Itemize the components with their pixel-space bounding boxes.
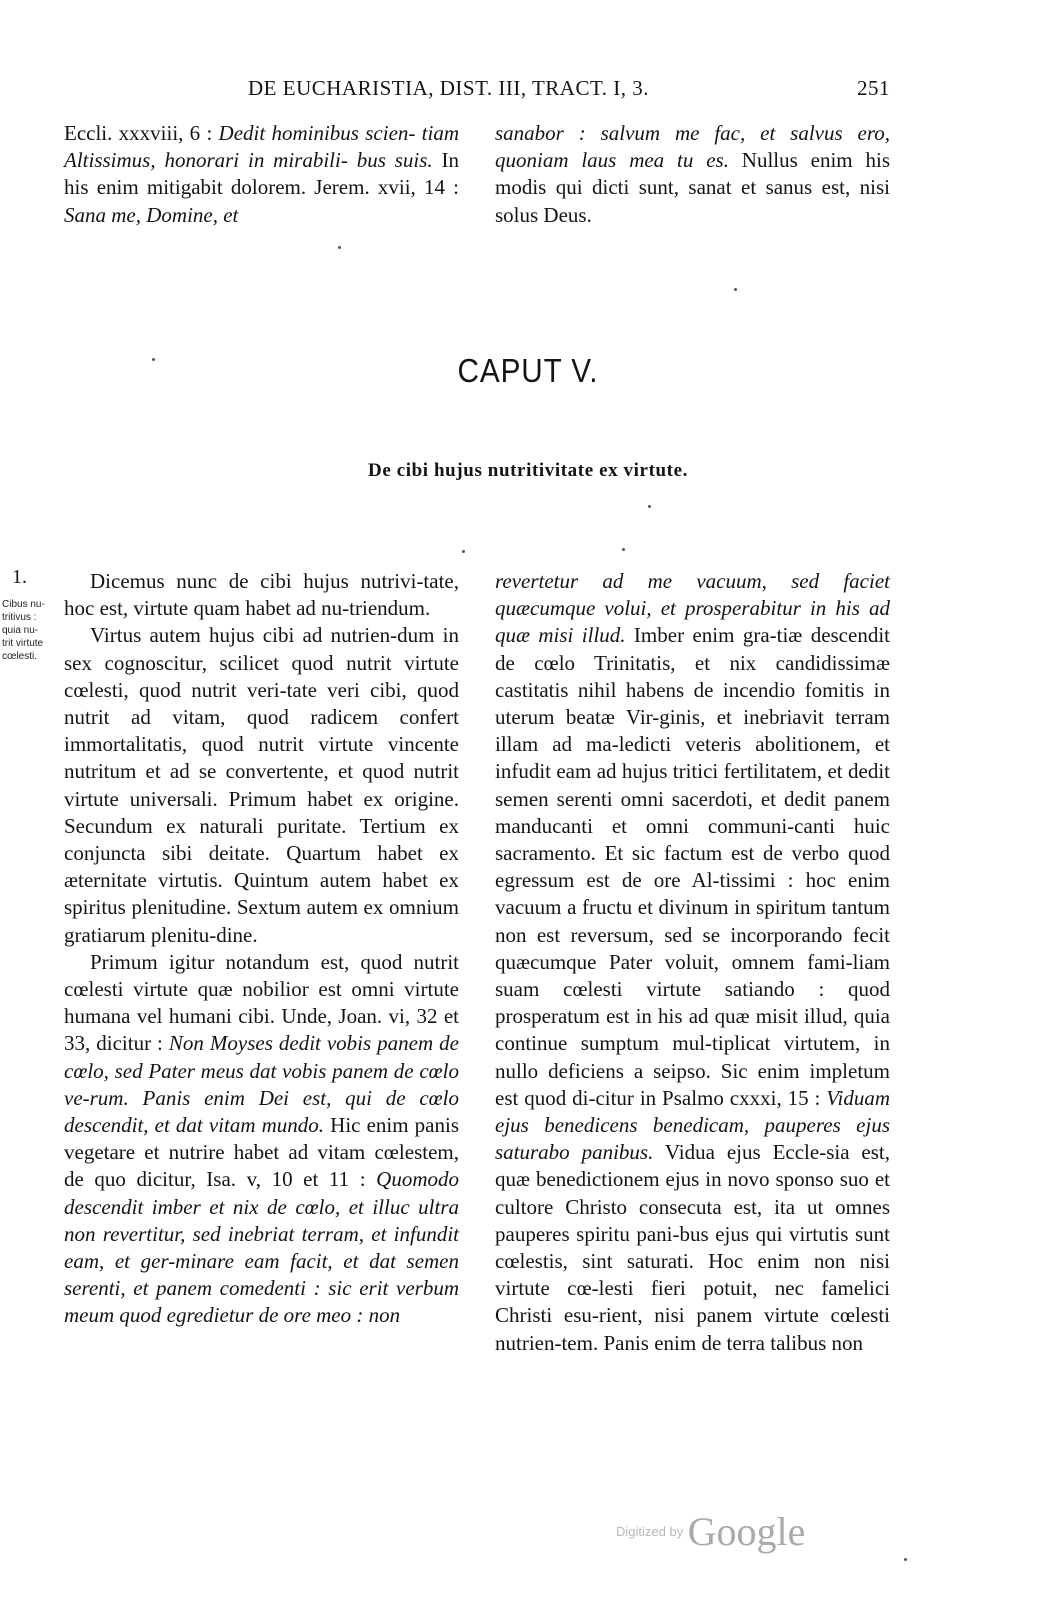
speck (152, 358, 155, 361)
quote-joan: Non Moyses dedit vobis panem de cœlo, sed Pater meus dat vobis panem de cœlo ve-rum. Panis enim Dei est, qui de cœlo descendit, et dat vitam mundo. (64, 1031, 459, 1138)
citation-jerem: Jerem. xvii, 14 : (314, 175, 459, 200)
quote-eccli-3: bus suis. (356, 148, 433, 173)
google-watermark (616, 1508, 806, 1554)
quote-psalm: Viduam ejus benedicens benedicam, pauperes ejus saturabo panibus. (495, 1085, 890, 1165)
text-primum: Primum igitur notandum est, quod nutrit cœlesti virtute quæ nobilior est omni virtute humana vel humani cibi. Unde, Joan. vi, 32 et 33, dicitur : (64, 949, 459, 1056)
marginal-line: Cibus nu- (2, 599, 45, 610)
section-number: 1. (12, 566, 27, 588)
text-solus-deus: est, nisi solus Deus. (495, 175, 890, 227)
citation-eccli: Eccli. xxxviii, 6 : (64, 121, 219, 145)
text-imber: Imber enim gra-tiæ descendit de cœlo Trinitatis, et nix candidissimæ castitatis nihil habens de incendio fomitis in uterum beatæ Vir-ginis, et inebriavit terram illam ad ma-ledicti veteris abolitionem, et infudit eam ad hujus tritici fertilitatem, et dedit semen serenti omni sacerdoti, et dedit panem manducanti et omni communi-canti huic sacramento. Et sic factum est de verbo quod egressum est de ore Al-tissimi : hoc enim vacuum a fructu et divinum in spiritum tantum non est reversum, sed se incorporando fecit quæcumque Pater voluit, omnem fami-liam suam cœlesti virtute satiando : quod prosperatum est in his ad quæ misit illud, quia continue sumptum mul-tiplicat virtutem, in nullo deficiens a seipso. Sic enim impletum est quod di-citur in Psalmo cxxxi, 15 : (495, 623, 890, 1110)
speck (462, 550, 465, 553)
watermark-digitized: Digitized by (616, 1524, 684, 1539)
quote-isa: Quomodo descendit imber et nix de cœlo, et illuc ultra non revertitur, sed inebriat terram, et infundit eam, et ger-minare eam facit, et dat semen serenti, et panem comedenti : sic erit verbum meum quod egredietur de ore meo : non (64, 1167, 459, 1328)
speck (622, 548, 625, 551)
watermark-google-logo: Google (687, 1509, 806, 1554)
text-nullus: Nullus enim (728, 148, 853, 173)
quote-isa-cont: revertetur ad me vacuum, sed faciet quæcumque volui, et prosperabitur in his ad quæ misi illud. (495, 569, 890, 648)
paragraph-revertetur (495, 568, 890, 1357)
marginal-line: trit virtute (2, 638, 44, 649)
speck (904, 1558, 907, 1561)
speck (648, 505, 651, 508)
paragraph-primum (64, 949, 459, 1330)
quote-jerem-cont: sanabor : salvum me fac, et salvus ero, (495, 121, 890, 145)
paragraph-dicemus: Dicemus nunc de cibi hujus nutrivi-tate, hoc est, virtute quam habet ad nu-triendum. (64, 569, 459, 621)
running-header (0, 76, 1056, 106)
text-hic-enim: Hic enim panis vegetare et nutrire habet ad vitam cœlestem, de quo dicitur, Isa. v, 10 et 11 : (64, 1113, 459, 1192)
main-left-column (64, 568, 459, 1330)
speck (734, 288, 737, 291)
main-right-column (495, 568, 890, 1357)
quote-eccli-1: Dedit hominibus scien- (218, 121, 416, 145)
text-vidua: Vidua ejus Eccle-sia est, quæ benedictionem ejus in novo sponso suo et cultore Christo consecuta est, ita ut omnes pauperes spiritu pani-bus ejus qui virtutis sunt cœlestis, sint saturati. Hoc enim non nisi virtute cœ-lesti fieri potuit, nec famelici Christi esu-rient, nisi panem virtute cœlesti nutrien-tem. Panis enim de terra talibus non (495, 1140, 890, 1355)
quote-jerem-end: quoniam laus mea tu es. (495, 148, 729, 173)
text-his-modis: his modis qui dicti sunt, sanat et sanus (495, 148, 890, 200)
marginal-line: cœlesti. (2, 651, 37, 662)
text-mitigabit: In his enim mitigabit dolorem. (64, 148, 460, 200)
chapter-subtitle: De cibi hujus nutritivitate ex virtute. (368, 460, 688, 481)
marginal-line: tritivus : (2, 612, 37, 623)
top-right-column (495, 120, 890, 229)
chapter-title: CAPUT V. (457, 352, 599, 389)
paragraph-virtus: Virtus autem hujus cibi ad nutrien-dum in sex cognoscitur, scilicet quod nutrit virtute cœlesti, quod nutrit veri-tate veri cibi, quod nutrit ad vitam, quod radicem confert immortalitatis, quod nutrit virtute vincente nutritum et ad se convertente, et quod nutrit virtute universali. Primum habet ex origine. Secundum ex naturali puritate. Tertium ex conjuncta sibi deitate. Quartum habet ex æternitate virtutis. Quintum autem habet ex spiritus plenitudine. Sextum autem ex omnium gratiarum plenitu-dine. (64, 623, 459, 947)
running-title: DE EUCHARISTIA, DIST. III, TRACT. I, 3. (248, 76, 649, 100)
quote-eccli-2: tiam Altissimus, honorari in mirabili- (64, 121, 459, 173)
speck (338, 246, 341, 249)
marginal-line: quia nu- (2, 625, 39, 636)
page-number: 251 (857, 76, 890, 100)
quote-jerem: Sana me, Domine, et (64, 202, 239, 227)
top-left-column (64, 120, 459, 229)
marginal-note (2, 598, 48, 663)
